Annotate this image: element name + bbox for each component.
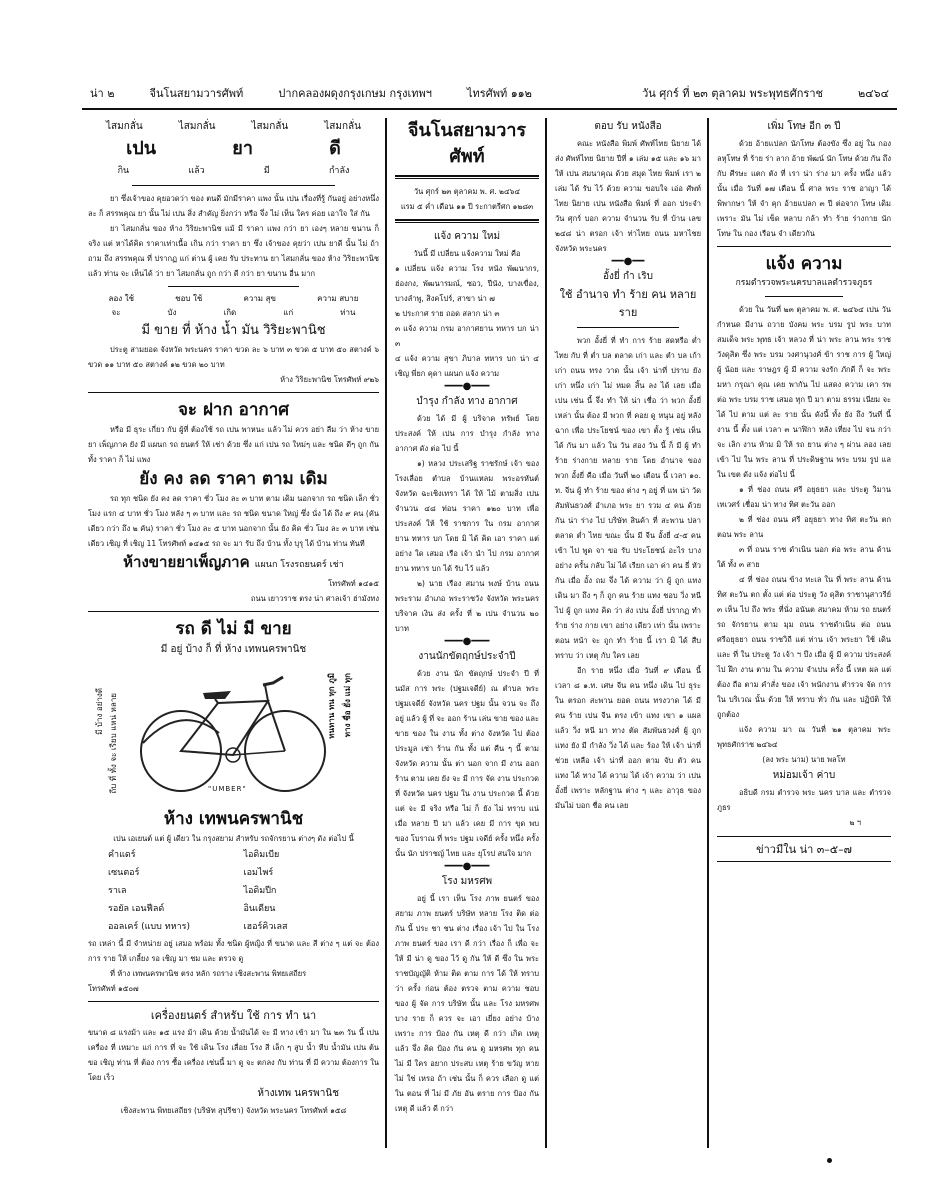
ornament-divider: ━━━●━━━ <box>444 861 490 872</box>
column-4 <box>711 118 897 1148</box>
divider <box>717 246 891 247</box>
column-3 <box>549 118 709 1148</box>
ink-dot <box>827 1158 832 1163</box>
shop-address: ที่ ห้าง เทพนครพานิช ตรง หลัก รถราง เชิงสะพาน พิทยเสถียร <box>110 969 307 978</box>
article-paragraph: ด้วย งาน นัก ขัตฤกษ์ ประจำ ปี ที่ นมัส การ พระ (ปฐมเจดีย์) ณ ตำบล พระ ปฐมเจดีย์ จังหวัด นคร ปฐม นั้น จวน จะ ถึง อยู่ แล้ว ผู้ ที่ จะ ออก ร้าน เล่น ขาย ของ และ ขาย ของ ใน งาน ทั้ง ต่าง จังหวัด ไป ต้อง ประมูล เช่า ร้าน กัน ทั้ง แต่ คืน ๆ นี้ ตาม จังหวัด ความ นั้น ต่า นอก จาก มี งาน ออก ร้าน ตาม เคย ยัง จะ มี การ จัด งาน ประกวด ที่ จังหวัด นคร ปฐม ใน งาน ประกวด นี้ ด้วย แต่ จะ มี จริง หรือ ไม่ ก็ ยัง ไม่ ทราบ แน่ เมื่อ หลาย ปี มา แล้ว เคย มี การ ขุด พบ ของ โบราณ ที่ พระ ปฐม เจดีย์ ครั้ง หนึ่ง ครั้ง นั้น นัก ปราชญ์ ไทย และ ยุโรป สนใจ มาก <box>395 669 539 858</box>
article-paragraph: คณะ หนังสือ พิมพ์ ศัพท์ไทย นิยาย ได้ ส่ง ศัพท์ไทย นิยาย ปีที่ ๑ เล่ม ๑๕ และ ๑๖ มา ให้ เปน สมนาคุณ ด้วย สมุด ไทย พิมพ์ เรา ๒ เล่ม ได้ รับ ไว้ ด้วย ความ ขอบใจ เอ่อ ศัพท์ไทย นิยาย เปน หนังสือ พิมพ์ ที่ ออก ประจำ วัน ศุกร์ บอก ความ จำนวน รับ ที่ บ้าน เลข ๒๔๘ น่า ตรอก เจ้า ท่าไทย ถนน มหาไชย จังหวัด พระนคร <box>555 139 701 253</box>
divider <box>395 219 539 223</box>
ad-sub-row <box>88 162 379 180</box>
ad-word: มี <box>263 166 270 176</box>
side-text: ทนทาน ทน ทุก ภูมิ <box>327 673 336 739</box>
shop-name: ห้างขายยาเพ็ญภาค <box>123 553 250 571</box>
lunar-date-line: แรม ๕ ค่ำ เดือน ๑๑ ปี ระกาตรีศก ๑๒๘๓ <box>400 202 534 211</box>
brand-item: เอมไพร์ <box>243 868 274 878</box>
article-paragraph: ด้วย ได้ มี ผู้ บริจาค ทรัพย์ โดย ประสงค์ ให้ เปน การ บำรุง กำลัง ทาง อากาศ ดัง ต่อ ไป นี้ <box>395 414 539 453</box>
ad-intro: เปน เอเยนต์ แต่ ผู้ เดียว ใน กรุงสยาม สำหรับ รถจักรยาน ต่างๆ ดัง ต่อไป นี้ <box>113 834 354 843</box>
paper-address: ปากคลองผดุงกรุงเกษม กรุงเทพฯ <box>278 87 432 100</box>
article-list-item: ๔ ที่ ช่อง ถนน ข้าง ทะเล ใน ที่ พระ ลาน ด้าน ทิศ ตะวัน ตก ตั้ง แต่ ต่อ ประตู วัง ดุสิต ราชานุสาวรีย์ ๓ เห็น ไป ถึง พระ ที่นั่ง อนันต สมาคม ห้าม รถ ยนตร์ รถ จักรยาน ตาม มุม ถนน ราชดำเนิน ต่อ ถนน ศรีอยุธยา ถนน ราชวิถี แต่ ท่าน เจ้า พระยา ใช้ เดิน และ ที่ ใน ประตู วัง เจ้า ฯ บึง เมื่อ ผู้ มี ความ ประสงค์ ไป ฝึก งาน ตาม ใน ความ จำเปน ครั้ง นี้ เหต ผล แต่ ต้อง ถือ ตาม คำสั่ง ของ เจ้า พนักงาน ตำรวจ จัด การ ใน บริเวณ นั้น ด้วย ให้ ทราบ ทั่ว กัน และ ปฏิบัติ ให้ ถูกต้อง <box>717 575 891 719</box>
article-list-item: ๒ ที่ ช่อง ถนน ศรี อยุธยา ทาง ทิศ ตะวัน ตก ตอน พระ ลาน <box>717 515 891 539</box>
ad-title: เครื่องยนตร์ สำหรับ ใช้ การ ทำ นา <box>150 1009 317 1022</box>
ad-word: แก่ <box>283 308 294 317</box>
ad-word: ไสมกลั่น <box>106 121 143 132</box>
ad-bicycle <box>88 617 379 1002</box>
ad-paragraph: ยา ไสมกลั่น ของ ห้าง วิริยะพานิช แม้ มี ราคา แพง กว่า ยา เองๆ หลาย ขนาน ก็ จริง แต่ หาได้คิด ราคาเท่าเนื้อ เกิน กว่า ราคา ยา ซึ่ง เจ้าของ คุยว่า เปน ยาดี นั้น ไม่ ถ้า ถาม ถึง สรรพคุณ ที่ ปรากฏ แก่ ต่าน ผู้ เคย รับ ประทาน ยา ไสมกลั่น ของ ห้าง วิริยะพานิช แล้ว ท่าน จะ เห็นได้ ว่า ยา ไสมกลั่น ถูก กว่า ดี กว่า ยา ขนาน อื่น มาก <box>88 224 379 278</box>
article-title: บำรุง กำลัง ทาง อากาศ <box>416 396 518 407</box>
ad-word: บัง <box>167 308 177 317</box>
article-title: อั้งยี่ กำ เริบ <box>603 271 653 282</box>
notice-intro: วันนี้ มี เปลี่ยน แจ้งความ ใหม่ คือ <box>413 249 521 258</box>
brand-item: อินเดียน <box>243 904 276 914</box>
ad-paragraph: หรือ มี ธุระ เกี่ยว กับ ผู้ที่ ต้องใช้ รถ เปน พาหนะ แล้ว ไม่ ควร อย่า ลืม ว่า ห้าง ขาย ยา เพ็ญภาค ยัง มี แผนก รถ ยนตร์ ให้ เช่า ด้วย ซึ่ง แก่ เปน รถ ใหม่ๆ และ ชนิด ดีๆ ถูก กัน ทั้ง ราคา ก็ ไม่ แพง <box>88 425 379 464</box>
shop-phone: โทรศัพท์ ๑๔๑๕ <box>328 579 379 588</box>
divider <box>88 392 379 393</box>
paper-name: จีนโนสยามวารศัพท์ <box>149 87 244 100</box>
bicycle-brand-list <box>88 846 379 936</box>
ad-row-b <box>88 306 379 320</box>
ad-engine <box>88 1007 379 1118</box>
divider <box>577 327 679 328</box>
ad-row-a <box>88 292 379 306</box>
ad-word: เกิด <box>223 308 237 317</box>
article-title: เพิ่ม โทษ อีก ๓ ปี <box>767 121 841 132</box>
brand-item: เฮอร์คิวเลส <box>243 922 288 932</box>
ad-word: ไสมกลั่น <box>251 121 289 132</box>
brand-item: รอยัล เอนฟีลด์ <box>108 904 165 914</box>
shop-name: ห้างเทพ นครพานิช <box>257 1088 339 1099</box>
ad-car-rental <box>88 398 379 612</box>
shop-department: แผนก โรงรถยนตร์ เช่า <box>254 560 344 570</box>
article-list-item: ๓ ที่ ถนน ราช ดำเนิน นอก ต่อ พระ ลาน ด้าน ใต้ ทั้ง ๓ สาย <box>717 545 891 569</box>
article-title: ตอบ รับ หนังสือ <box>594 121 662 132</box>
article-list-item: ๑ ที่ ช่อง ถนน ศรี อยุธยา และ ประตู วิมาน เทเวศร์ เชื่อม น่า ทาง ทิศ ตะวัน ออก <box>717 485 891 509</box>
notice-item: ๔ แจ้ง ความ สุขา ภิบาล ทหาร บก น่า ๔ เชิญ พี่ยก คุดา แผนก แจ้ง ความ <box>395 354 539 378</box>
date-line: วัน ศุกร์ ๒๓ ตุลาคม พ. ศ. ๒๔๖๔ <box>413 187 521 196</box>
issue-year: ๒๔๖๔ <box>858 87 889 100</box>
ad-paragraph: รถ ทุก ชนิด ยัง คง ลด ราคา ชั่ว โมง ละ ๓ บาท ตาม เดิม นอกจาก รถ ชนิด เล็ก ชั่ว โมง แรก ๔ บาท ชั่ว โมง หลัง ๆ ๓ บาท และ รถ ชนิด ขนาด ใหญ่ ซึ่ง นั่ง ได้ ถึง ๙ คน (คัน เดียว กว่า ถึง ๒ คัน) ราคา ชั่ว โมง ละ ๕ บาท นอกจาก นั้น ยัง คิด ชั่ว โมง ละ ๓ บาท เช่น เดียว เชิญ ที่ เชิญ 11 โทรศัพท์ ๑๔๑๕ รถ จะ มา รับ ถึง บ้าน ทั้ง บุรุ ได้ บ้าน ท่าน ทันที <box>88 494 379 548</box>
article-title: แจ้ง ความ <box>765 254 843 274</box>
notice-item: ๒ ประกาศ ราย ถอด สลาก น่า ๓ <box>395 309 500 318</box>
bicycle-illustration-area <box>88 663 379 803</box>
signature-title: อธิบดี กรม ตำรวจ พระ นคร บาล และ ตำรวจภูธร <box>717 788 891 812</box>
ad-subtitle: มี อยู่ บ้าง ก็ ที่ ห้าง เทพนครพานิช <box>160 644 307 655</box>
notice-title: แจ้ง ความ ใหม่ <box>433 231 501 242</box>
article-paragraph: ๑) หลวง ประเสริฐ ราชรักษ์ เจ้า ของ โรงเลื่อย ตำบล บ้านแหลม พระอรหันต์ จังหวัด ฉะเชิงเทรา ได้ ให้ ไม้ ตามสิ่ง เปน จำนวน ๔๘ ท่อน ราคา ๑๒๐ บาท เพื่อ ประสงค์ ให้ ใช้ ราชการ ใน กรม อากาศ ยาน ทหาร บก โดย มิ ได้ คิด เอา ราคา แต่ อย่าง ใด เสมอ เรือ เจ้า นำ ไป กรม อากาศ ยาน ทหาร บก ได้ รับ ไว้ แล้ว <box>395 459 539 573</box>
article-subtitle: ใช้ อำนาจ ทำ ร้าย คน หลาย ราย <box>559 288 697 319</box>
ad-word: กำลัง <box>328 166 350 176</box>
ad-headline-word: เปน <box>126 138 157 159</box>
side-text: มี บ้าง อย่างดี <box>95 688 104 735</box>
ad-somkan <box>88 118 379 393</box>
ad-top-row <box>88 118 379 136</box>
divider <box>88 1001 379 1002</box>
masthead <box>82 80 897 110</box>
article-subtitle: กรมตำรวจพระนครบาลแลตำรวจภูธร <box>735 278 873 288</box>
ad-paragraph: ขนาด ๘ แรงม้า และ ๑๕ แรง ม้า เดิน ด้วย น้ำมันได้ จะ มี ทาง เข้า มา ใน ๒๓ วัน นี้ เปน เครื่อง ที่ เหมาะ แก่ การ ที่ จะ ใช้ เดิน โรง เลื่อย โรง สี เล็ก ๆ สูบ น้ำ หีบ น้ำมัน เปน ต้น ขอ เชิญ ท่าน ที่ ต้อง การ ซื้อ เครื่อง เช่นนี้ มา ดู จะ ตกลง กับ ท่าน ที่ มี ความ ต้องการ ใน โดย เร็ว <box>88 1028 379 1082</box>
bicycle-icon <box>133 663 333 803</box>
notice-item: ๓ แจ้ง ความ กรม อากาศยาน ทหาร บก น่า ๓ <box>395 324 539 348</box>
column-2 <box>389 118 547 1148</box>
page-number: น่า ๒ <box>90 87 115 100</box>
shop-phone: โทรศัพท์ ๑๕๐๗ <box>88 984 139 993</box>
ad-title: รถ ดี ไม่ มี ขาย <box>175 619 292 639</box>
article-title: งานนักขัตฤกษ์ประจำปี <box>418 651 516 662</box>
shop-address: ถนน เยาวราช ตรง น่า ศาลเจ้า ฮ่ามังทง <box>250 594 379 603</box>
article-paragraph: พวก อั้งยี่ ที่ ทำ การ ร้าย สดหรือ ต่ำ ไทย กับ ที่ ต่ำ บล ตลาด เก่า และ ตำ บล เก้า เก่า ถนน ทรง วาด นั้น เจ้า น่าที่ ปราบ ยัง เก่า หนึ่ง เก่า ไม่ หมด สิ้น ลง ได้ เลย เมื่อ เปน เช่น นี้ จึ่ง ทำ ให้ น่า เชื่อ ว่า พวก อั้งยี่ เหล่า นั้น ต้อง มี พวก ที่ คอย ดู หนุน อยู่ หลัง ฉาก เพื่อ ประโยชน์ ของ เขา ตั้ง รู้ เช่น เห็น ได้ กัน มา แล้ว ใน วัน สอง วัน นี้ ก็ มี ผู้ ทำ ร้าย ร่างกาย หลาย ราย โดย อำนาจ ของ พวก อั้งยี่ คือ เมื่อ วันที่ ๒๐ เดือน นี้ เวลา ๑๐. ท. จีน ผู้ ทำ ร้าย ของ ต่าง ๆ อยู่ ที่ แพ น่า วัด สัมพันธวงศ์ อำเภอ พระ ยา รวม ๔ คน ด้วย กัน น่า ร่าง ไป บริษัท สินค้า ที่ สะพาน ปลา ตลาด ต่ำ ไทย ขณะ นั้น มี จีน อั้งยี่ ๔-๕ คน เข้า ไป พูด จา ขอ รับ ประโยชน์ อะไร บาง อย่าง ครั้น กลับ ไม่ ได้ เรียก เอา ค่า คน ธี่ หัว กัน เมื่อ อั้ง ถม จึ่ง ได้ ความ ว่า ผู้ ถูก แทง เดิน มา ถึง ๆ ก็ ถูก คน ร้าย แทง ชอบ วิ่ง หนี ไป ผู้ ถูก แทง คิด ว่า ส่ง เปน อั้งยี่ ปรากฏ ทำ ร้าย ร่าง กาย เขา อย่าง เดียว เท่า นั้น เพราะ ตอน หน้า จะ ถูก ทำ ร้าย นี้ เรา มิ ได้ สืบ ทราบ ว่า เหตุ กับ ใคร เลย <box>555 336 701 660</box>
ornament-divider: ━━●━━ <box>611 256 645 267</box>
article-paragraph: ด้วย อ้ายแปลก นักโทษ ต้องขัง ซึ่ง อยู่ ใน กอง ลหุโทษ ที่ ร้าย ร่า ลาก อ้าย พัฒน์ นัก โทษ ด้วย กัน ถึง กับ ศีรษะ แตก ตัง ที่ เรา น่า ร่าง มา ครั้ง หนึ่ง แล้ว นั้น เมื่อ วันที่ ๑๗ เดือน นี้ ศาล พระ ราช อาญา ได้ พิพากษา ให้ จำ คุก อ้ายแปลก ๓ ปี ต่อจาก โทษ เดิม เพราะ มัน ไม่ เข็ด หลาบ กล้า ทำ ร้าย ร่างกาย นัก โทษ ใน กอง เรือน จำ เดียวกัน <box>717 139 891 238</box>
ad-word: ลอง ใช้ <box>108 294 135 303</box>
shop-name: ห้าง เทพนครพานิช <box>163 809 304 829</box>
ad-headline-word: ดี <box>329 138 341 159</box>
divider <box>88 611 379 612</box>
ad-headline <box>88 136 379 162</box>
brand-item: ราเล <box>108 886 127 896</box>
article-paragraph: อีก ราย หนึ่ง เมื่อ วันที่ ๙ เดือน นี้ เวลา ๘ ๑.ท. เศษ จีน คน หนึ่ง เดิน ไป ธุระ ใน ตรอก สะพาน ยอด ถนน ทรงวาด ได้ มี คน ร้าย เปน จีน ตรง เข้า แทง เขา ๑ แผล แล้ว วิ่ง หนี มา ทาง ตัด สัมพันธวงศ์ ผู้ ถูก แทง ยัง มี กำลัง วิ่ง ได้ และ ร้อง ให้ เจ้า น่าที่ ช่วย เหลือ เจ้า น่าที่ ออก ตาม จับ ตัว คน แทง ได้ ทาง ได้ ความ ได้ เจ้า ความ ว่า เปน อั้งยี่ เพราะ หลักฐาน ต่าง ๆ และ อาวุธ ของ มันไม่ บอก ชื่อ คน เลย <box>555 666 701 810</box>
ad-word: ความ สุข <box>243 294 276 303</box>
nameplate: จีนโนสยามวารศัพท์ <box>407 120 527 167</box>
ornament-divider: ━━━●━━━ <box>444 381 490 392</box>
issue-date: วัน ศุกร์ ที่ ๒๓ ตุลาคม พระพุทธศักราช <box>642 87 823 100</box>
newspaper-page <box>82 80 897 1160</box>
ad-signoff: ห้าง วิริยะพานิช โทรศัพท์ ๙๒๖ <box>280 375 379 384</box>
notice-item: ๑ เปลี่ยน แจ้ง ความ โรง หนัง พัฒนากร, ฮ่องกง, พัฒนารมณ์, ซอว, ปีนัง, บางเขื่อง, บางลำพู, สิงคโปร์, สาขา น่า ๗ <box>395 264 539 303</box>
divider <box>168 286 299 287</box>
ad-prices: ประตู สามยอด จังหวัด พระนคร ราคา ขวด ละ ๖ บาท ๓ ขวด ๕ บาท ๕๐ สตางค์ ๖ ขวด ๑๑ บาท ๕๐ สตางค์ ๑๒ ขวด ๒๐ บาท <box>88 345 379 369</box>
brand-item: ไอดิมเบีย <box>243 850 280 860</box>
column-1 <box>82 118 387 1148</box>
ad-word: ความ สบาย <box>317 294 359 303</box>
ad-sold-at: มี ขาย ที่ ห้าง น้ำ มัน วิริยะพานิช <box>141 323 326 338</box>
ad-word: ไสมกลั่น <box>324 121 361 132</box>
notice-date: แจ้ง ความ มา ณ วันที่ ๒๑ ตุลาคม พระ พุทธศักราช ๒๔๖๔ <box>717 725 891 749</box>
article-paragraph: ด้วย ใน วันที่ ๒๓ ตุลาคม พ. ศ. ๒๔๖๔ เปน วัน กำหนด มีงาน ถวาย บังคม พระ บรม รูป พระ บาท สมเด็จ พระ พุทธ เจ้า หลวง ที่ น่า พระ ลาน พระ ราช วังดุสิต ซึ่ง พระ บรม วงศานุวงศ์ ข้า ราช การ ผู้ ใหญ่ ผู้ น้อย และ ราษฎร ผู้ มี ความ จงรัก ภักดี ก็ จะ พระ มหา กรุณา คุณ เคย พากัน ไป แสดง ความ เคา รพ ต่อ พระ บรม ราช เสมอ ทุก ปี มา ตาม ธรรม เนียม จะ ได้ ไป ตาม แต่ ละ ราย นั้น ดังนี้ ทั้ง ยัง ถึง วันที่ นี้ งาน นี้ ตั้ง แต่ เวลา ๓ นาฬิกา หลัง เที่ยง ไป จน กว่า จะ เลิก งาน ห้าม มิ ให้ รถ ยาน ต่าง ๆ ผ่าน ลอง เลย เข้า ไป ใน พระ ลาน ที่ ประดิษฐาน พระ บรม รูป แล ใน เขต ดัง แจ้ง ต่อไป นี้ <box>717 305 891 479</box>
divider <box>395 175 539 179</box>
article-title: โรง มหรศพ <box>441 876 493 887</box>
brand-item: เซนตอร์ <box>108 868 140 878</box>
ad-word: จะ <box>111 308 121 317</box>
continued-notice <box>717 836 891 862</box>
marks: ๒ ฯ <box>849 818 861 827</box>
continued-text: ข่าวมีใน น่า ๓–๕–๗ <box>756 843 852 856</box>
ad-headline-word: ยา <box>232 138 253 159</box>
brand-item: คำแดร์ <box>108 850 136 860</box>
bike-brand-label: "UMBER" <box>208 785 247 793</box>
ad-title: จะ ฝาก อากาศ <box>177 400 290 420</box>
shop-address: เชิงสะพาน พิทยเสถียร (บริษัท สุปรีชา) จังหวัด พระนคร โทรศัพท์ ๑๕๘ <box>120 1106 347 1115</box>
ornament-divider: ━━━●━━━ <box>444 636 490 647</box>
divider <box>132 185 336 186</box>
signature-name: หม่อมเจ้า ค่าบ <box>772 770 836 781</box>
brand-item: ออลเคร์ (แบบ ทหาร) <box>108 922 190 932</box>
ad-word: ท่าน <box>340 308 356 317</box>
side-text: ถีบ ที่ ทั้ง จะ เรียบ แหน่ หลาย <box>109 693 118 794</box>
article-paragraph: ๒) นาย เรือง สมาน พงษ์ บ้าน ถนน พระราม อำเภอ พระราชวัง จังหวัด พระนคร บริจาค เงิน ส่ง ครั้ง ที่ ๒ เปน จำนวน ๒๐ บาท <box>395 579 539 633</box>
ad-paragraph: รถ เหล่า นี้ มี จำหน่าย อยู่ เสมอ พร้อม ทั้ง ชนิด ผู้หญิง ที่ ขนาด และ สี ต่าง ๆ แต่ จะ ต้อง การ ราย ให้ เกลี้ยง รอ เชิญ มา ชม และ ตรวจ ดู <box>88 939 379 963</box>
ad-paragraph: ยา ซึ่งเจ้าของ คุยอวดว่า ของ ตนดี มักมีราคา แพง นั้น เปน เรื่องที่รู้ กันอยู่ อย่างหนึ่ง ละ ก็ สรรพคุณ ยา นั้น ไม่ เปน สิ่ง สำคัญ ยิ่งกว่า หรือ จึ่ง ไม่ เห็น ใคร ค่อย เอาใจ ใส่ กัน <box>88 194 379 218</box>
ad-headline: ยัง คง ลด ราคา ตาม เดิม <box>139 469 328 489</box>
paper-phone: ไทรศัพท์ ๑๑๒ <box>467 87 532 100</box>
divider <box>765 296 843 297</box>
ad-word: ไสมกลั่น <box>178 121 216 132</box>
ad-word: แล้ว <box>188 166 205 176</box>
ad-word: ชอบ ใช้ <box>175 294 203 303</box>
signature-line: (ลง พระ นาม) นาย พลโท <box>762 755 846 764</box>
article-paragraph: อยู่ นี้ เรา เห็น โรง ภาพ ยนตร์ ของ สยาม ภาพ ยนตร์ บริษัท หลาย โรง ติด ต่อ กัน นี้ ประ ชา ชน ต่าง เรื่อง เจ้า ไป ใน โรง ภาพ ยนตร์ ของ เรา ดี กว่า เรื่อง ก็ เพื่อ จะ ให้ มี น่า ดู ของ ไว้ ดู กัน ให้ ดี ซึ่ง ใน พระราชบัญญัติ ห้าม ติด ตาม การ ได้ ให้ ทราบ ว่า ครั้ง ก่อน ต้อง ตรวจ ตาม ความ ชอบ ของ ผู้ จัด การ บริษัท นั้น และ โรง มหรศพ บาง ราย ก็ ควร จะ เอา เยี่ยง อย่าง บ้าง เพราะ การ ป้อง กัน เหตุ ดี กว่า เกิด เหตุ แล้ว จึ่ง คิด ป้อง กัน คน ดู มหรศพ ทุก คน ไม่ มี ใคร อยาก ประสบ เหตุ ร้าย ขวัญ หาย ไม่ ใช่ เหรอ ถ้า เช่น นั้น ก็ ควร เลือก ดู แต่ ใน ตอน ที่ ไม่ มี ภัย อัน ตราย การ ป้อง กัน เหตุ ดี แล้ว ดี กว่า <box>395 894 539 1113</box>
side-text: ทาง ชื่อ ยั่ง แม่ ทุก <box>343 673 352 738</box>
brand-item: ไอดิมปีก <box>243 886 277 896</box>
ad-word: กิน <box>117 166 130 176</box>
